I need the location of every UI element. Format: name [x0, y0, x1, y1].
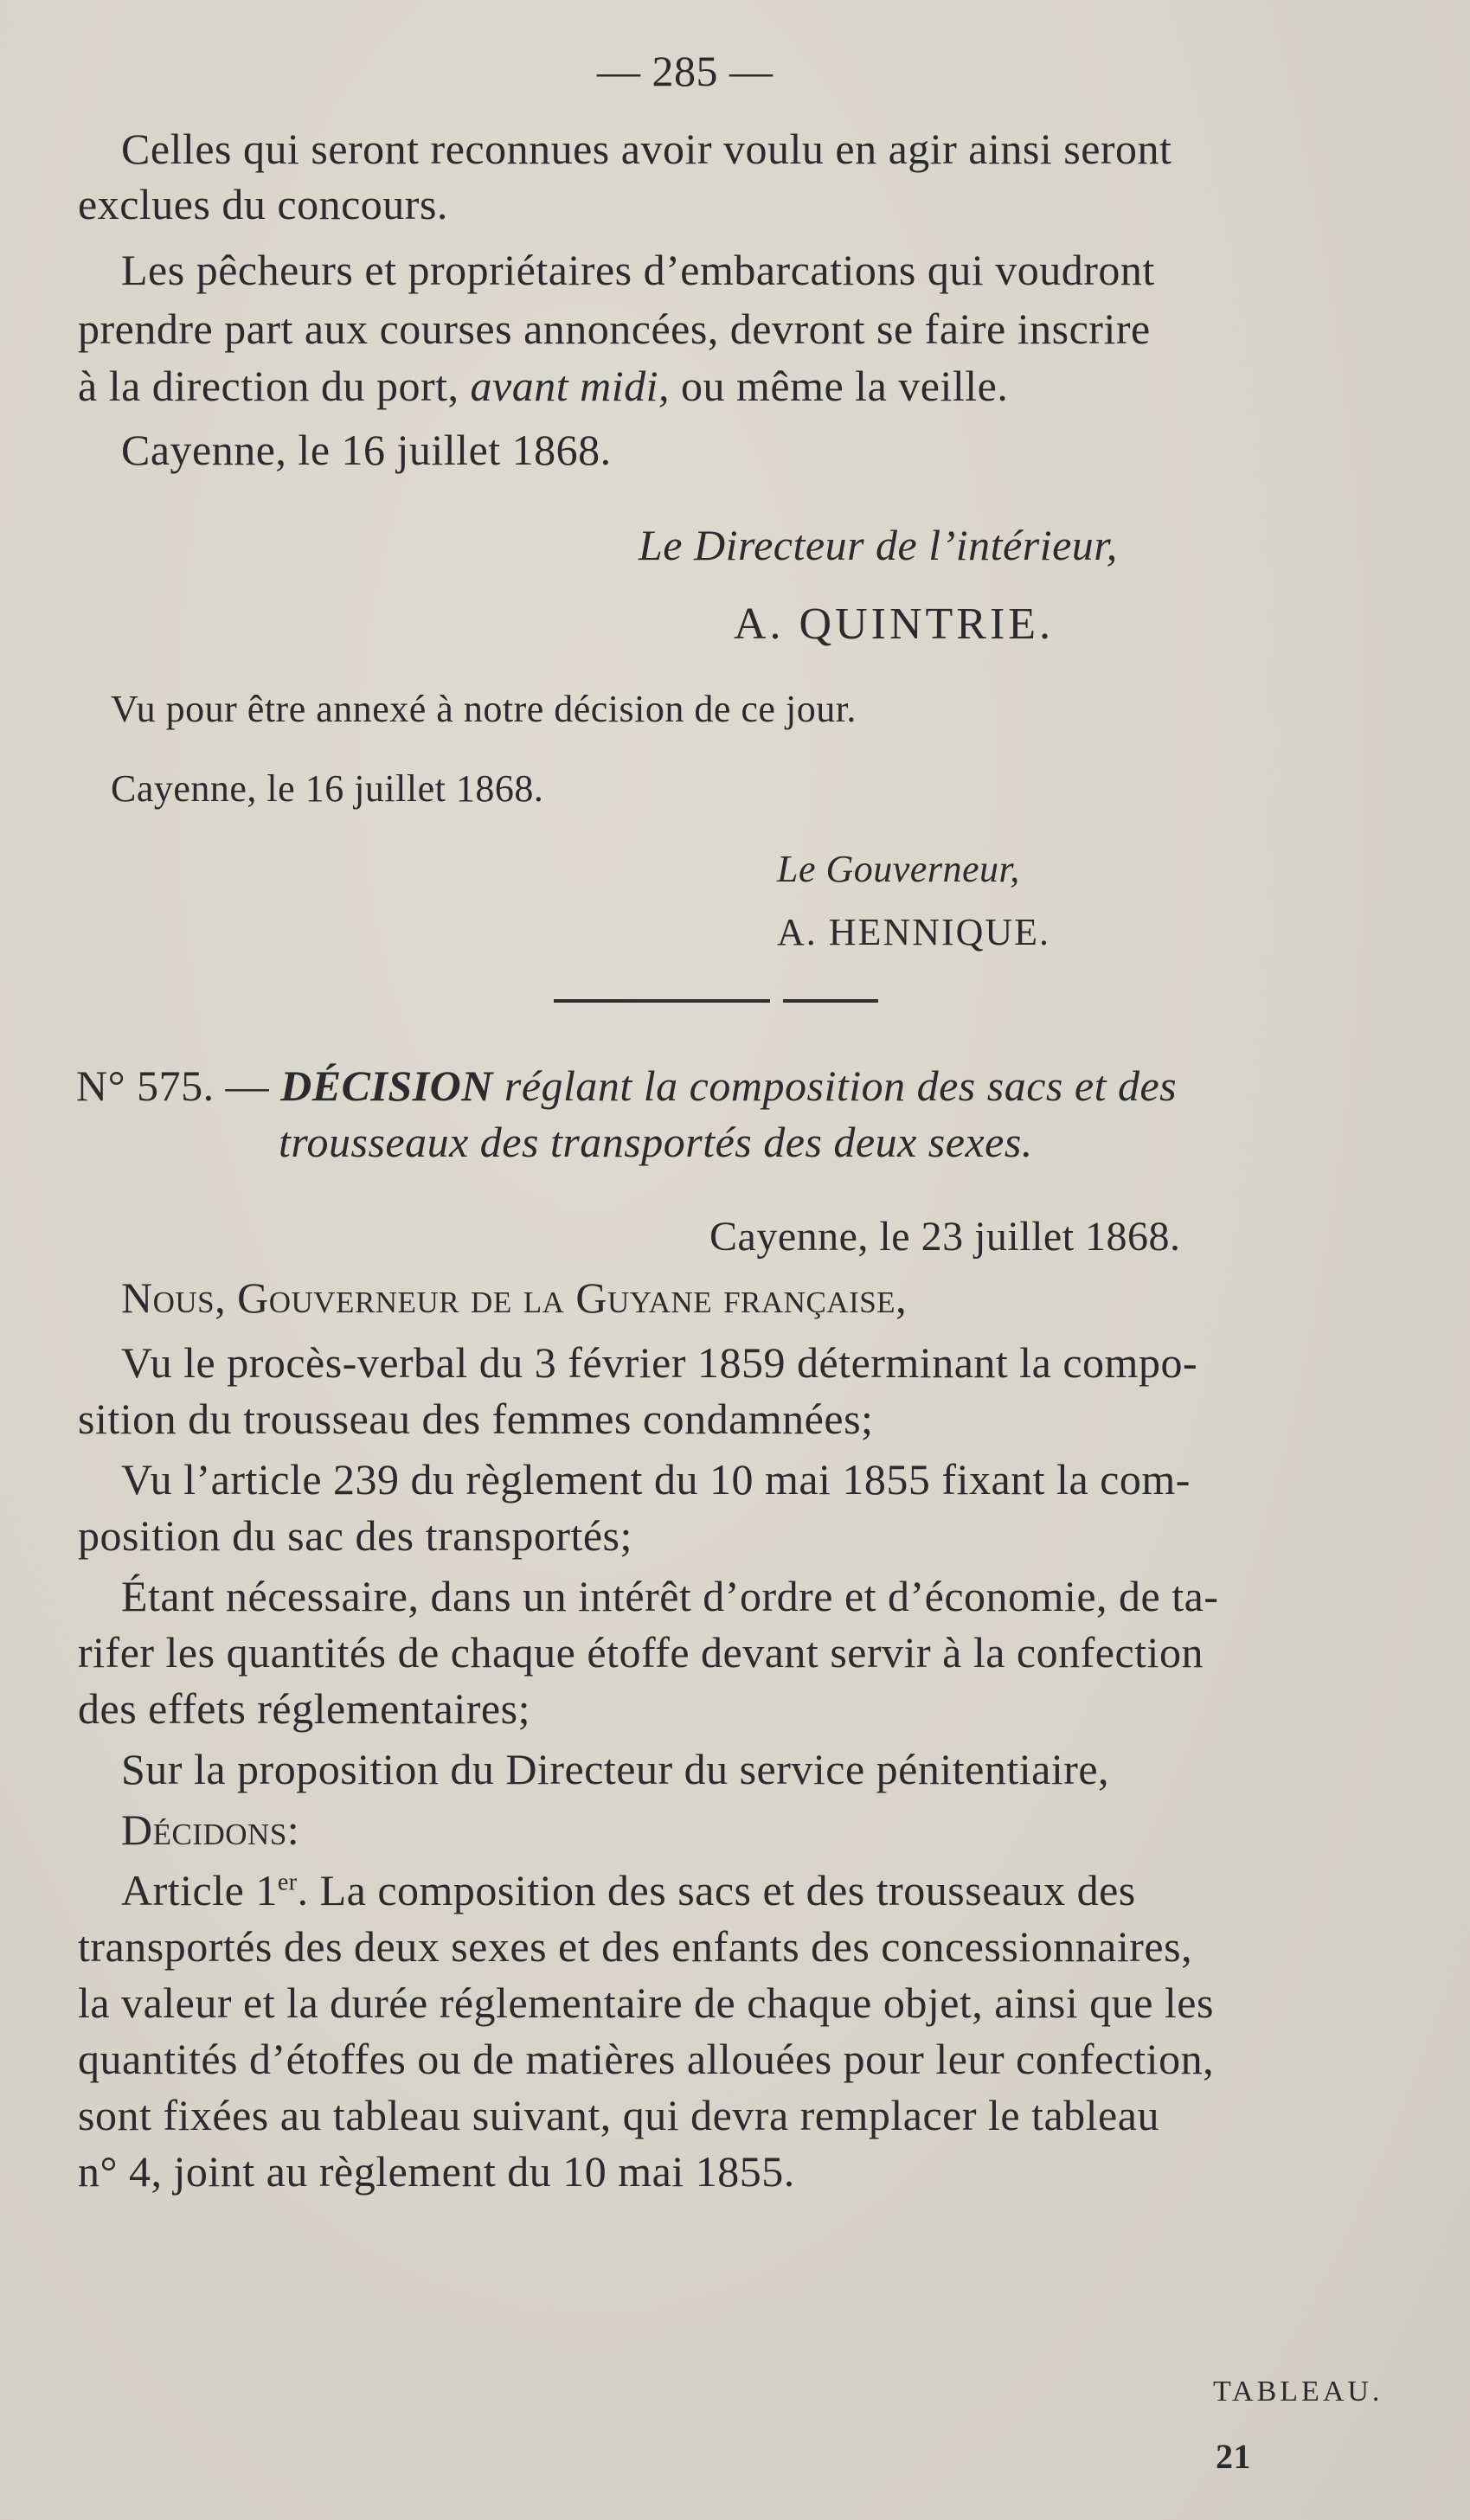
text-line: sition du trousseau des femmes condamnées; — [78, 1395, 874, 1443]
text-line: Vu l’article 239 du règlement du 10 mai 1855 fixant la com- — [121, 1455, 1191, 1504]
text-line: Les pêcheurs et propriétaires d’embarcations qui voudront — [121, 246, 1155, 294]
text-segment: . La composition des sacs et des trousseaux des — [297, 1866, 1136, 1914]
text-line: Nous, Gouverneur de la Guyane française, — [121, 1273, 908, 1322]
text-line: prendre part aux courses annoncées, devront se faire inscrire — [78, 305, 1151, 353]
decision-number: N° 575. — — [76, 1061, 281, 1110]
decision-heading — [76, 1060, 1177, 1112]
signature-mark: 21 — [1216, 2437, 1251, 2476]
text-line: la valeur et la durée réglementaire de chaque objet, ainsi que les — [78, 1978, 1214, 2027]
text-line: Décidons: — [121, 1805, 300, 1854]
text-line: Étant nécessaire, dans un intérêt d’ordre et d’économie, de ta- — [121, 1572, 1219, 1620]
text-segment: ou même la veille. — [670, 362, 1009, 410]
article-superscript: er — [277, 1869, 298, 1896]
annex-line: Vu pour être annexé à notre décision de ce jour. — [111, 688, 857, 730]
article-label: Article 1 — [121, 1866, 278, 1914]
text-line: Celles qui seront reconnues avoir voulu en agir ainsi seront — [121, 125, 1172, 173]
date-line: Cayenne, le 16 juillet 1868. — [121, 426, 612, 474]
decision-word: DÉCISION — [280, 1061, 493, 1110]
emphasis-text: avant midi, — [470, 362, 671, 410]
separator-rule — [554, 999, 770, 1003]
separator-rule — [783, 999, 878, 1003]
text-line: Vu le procès-verbal du 3 février 1859 déterminant la compo- — [121, 1338, 1198, 1387]
text-line: rifer les quantités de chaque étoffe devant servir à la confection — [78, 1628, 1204, 1677]
text-line: quantités d’étoffes ou de matières allouées pour leur confection, — [78, 2035, 1215, 2083]
signatory-name: A. HENNIQUE. — [777, 911, 1051, 953]
signatory-title: Le Directeur de l’intérieur, — [639, 521, 1118, 569]
text-segment: à la direction du port, — [78, 362, 471, 410]
text-line: exclues du concours. — [78, 180, 448, 228]
signatory-title: Le Gouverneur, — [777, 848, 1020, 890]
decision-title: réglant la composition des sacs et des — [492, 1061, 1178, 1110]
decision-date: Cayenne, le 23 juillet 1868. — [709, 1214, 1181, 1260]
text-line: transportés des deux sexes et des enfants des concessionnaires, — [78, 1922, 1193, 1971]
text-line — [78, 360, 1008, 412]
catchword: TABLEAU. — [1213, 2376, 1383, 2408]
text-line: sont fixées au tableau suivant, qui devra remplacer le tableau — [78, 2091, 1159, 2139]
page-number: — 285 — — [597, 47, 774, 95]
text-line: position du sac des transportés; — [78, 1511, 632, 1560]
annex-date: Cayenne, le 16 juillet 1868. — [111, 767, 544, 810]
text-line: Sur la proposition du Directeur du service pénitentiaire, — [121, 1745, 1110, 1793]
article-line — [121, 1864, 1136, 1916]
text-line: des effets réglementaires; — [78, 1684, 530, 1733]
text-line: n° 4, joint au règlement du 10 mai 1855. — [78, 2147, 795, 2196]
decision-title-cont: trousseaux des transportés des deux sexes. — [279, 1118, 1033, 1166]
signatory-name: A. QUINTRIE. — [734, 600, 1055, 649]
